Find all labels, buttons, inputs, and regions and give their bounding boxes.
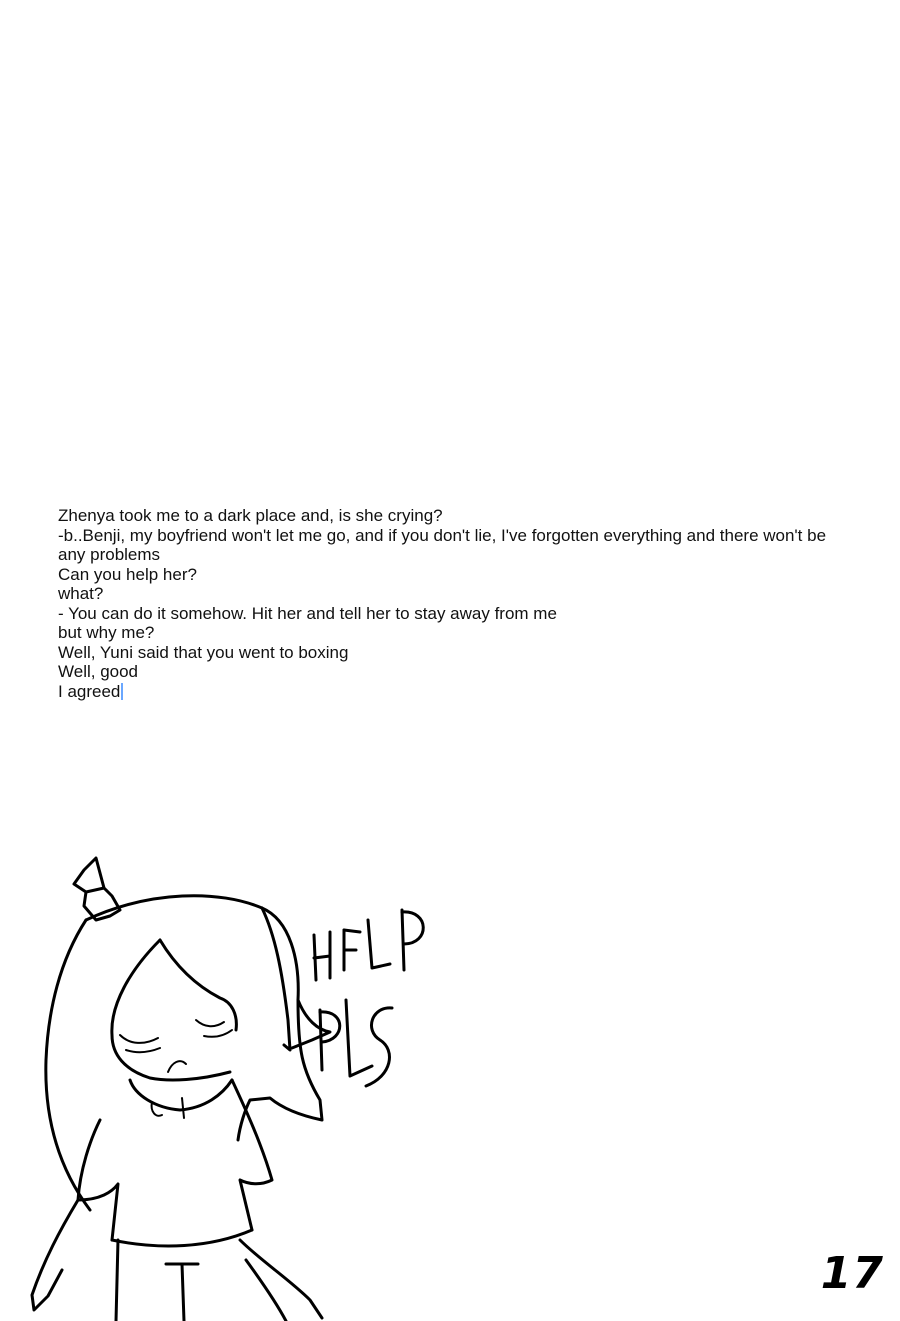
page-number: 17 <box>820 1248 884 1299</box>
story-line-6: but why me? <box>58 623 155 642</box>
story-line-4: what? <box>58 584 104 603</box>
character-drawing <box>0 840 460 1321</box>
story-line-2: -b..Benji, my boyfriend won't let me go, and if you don't lie, I've forgotten everything and there won't be any problems <box>58 525 831 564</box>
shirt <box>78 1120 118 1240</box>
story-line-8: Well, good <box>58 662 139 681</box>
story-line-7: Well, Yuni said that you went to boxing <box>58 642 349 662</box>
story-line-9[interactable] <box>58 682 848 702</box>
eye-left <box>120 1035 158 1043</box>
handwritten-pls <box>320 1000 392 1086</box>
eye-right <box>196 1020 224 1026</box>
story-line-1: Zhenya took me to a dark place and, is she crying? <box>58 506 443 525</box>
arm-left <box>32 1200 78 1310</box>
handwritten-help <box>314 910 423 980</box>
story-line-9-text: I agreed <box>58 681 121 701</box>
story-line-3: Can you help her? <box>58 564 197 584</box>
text-caret <box>121 683 123 700</box>
mouth <box>168 1061 186 1072</box>
story-text <box>58 506 848 701</box>
face-outline <box>112 940 230 1080</box>
story-line-5: - You can do it somehow. Hit her and tell her to stay away from me <box>58 603 557 623</box>
